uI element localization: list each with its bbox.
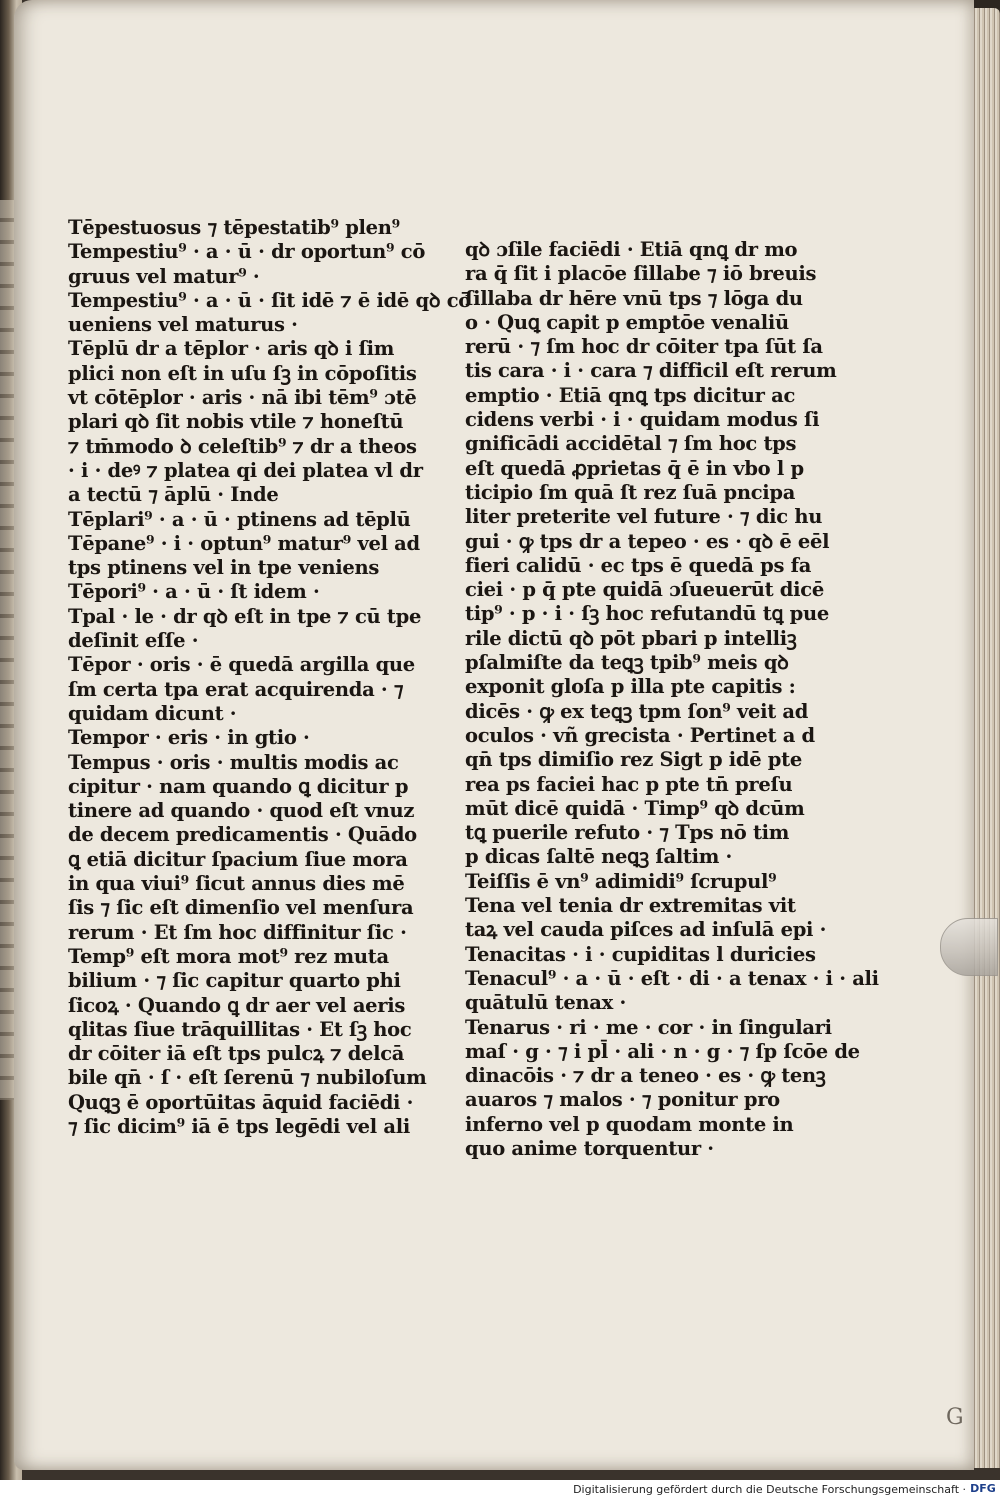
text-line: vt cōtēplor · aris · nā ibi tēm⁹ ɔtē: [68, 386, 417, 410]
text-line: liter preterite vel future · ⁊ dic hu: [465, 505, 823, 529]
text-line: Tenacitas · i · cupiditas l duricies: [465, 942, 816, 966]
text-line: eſt quedā ꝓprietas q̄ ē in vbo l p: [465, 456, 804, 480]
signature-mark: G: [946, 1405, 964, 1430]
text-line: dinacōis · ⁊ dr a teneo · es · ꝙ tenꝫ: [465, 1064, 826, 1088]
text-line: gruus vel matur⁹ ·: [68, 264, 260, 288]
text-line: quātulū tenax ·: [465, 991, 626, 1015]
text-line: o · Quꝗ capit p emptōe venaliū: [465, 310, 789, 334]
text-line: ſis ⁊ ſic eſt dimenſio vel menſura: [68, 896, 414, 920]
text-line: ſm certa tpa erat acquirenda · ⁊: [68, 677, 404, 701]
text-line: rile dictū qꝺ pōt pbari p intelliꝫ: [465, 626, 797, 650]
text-line: qn̄ tps dimiſio rez Sigt p idē pte: [465, 748, 802, 772]
text-line: Tpal · le · dr qꝺ eſt in tpe ⁊ cū tpe: [68, 604, 422, 628]
text-line: tps ptinens vel in tpe veniens: [68, 556, 380, 580]
text-line: maſ · g · ⁊ i pl̄ · ali · n · g · ⁊ ſp ſcōe de: [465, 1039, 860, 1063]
text-line: dr cōiter iā eſt tps pulcꝝ ⁊ delcā: [68, 1042, 405, 1066]
text-line: plari qꝺ ſit nobis vtile ⁊ honeſtū: [68, 410, 404, 434]
text-line: exponit gloſa p illa pte capitis :: [465, 675, 796, 699]
text-line: Teiſſis ē vn⁹ adimidi⁹ ſcrupul⁹: [465, 869, 777, 893]
text-line: tinere ad quando · quod eſt vnuz: [68, 799, 415, 823]
text-line: qlitas ſiue trāquillitas · Et ſꝫ hoc: [68, 1017, 412, 1041]
text-line: de decem predicamentis · Quādo: [68, 823, 417, 847]
text-line: ra q̄ ſit i placōe ſillabe ⁊ iō breuis: [465, 262, 817, 286]
text-line: rea ps faciei hac p pte tn̄ preſu: [465, 772, 793, 796]
text-line: emptio · Etiā qnꝗ tps dicitur ac: [465, 383, 796, 407]
text-line: Tēpor · oris · ē quedā argilla que: [68, 653, 415, 677]
text-line: cipitur · nam quando ꝗ dicitur p: [68, 774, 409, 798]
text-line: ſicoꝝ · Quando ꝗ dr aer vel aeris: [68, 993, 406, 1017]
text-line: oculos · vñ grecista · Pertinet a d: [465, 723, 815, 747]
text-line: a tectū ⁊ āplū · Inde: [68, 483, 279, 507]
text-line: auaros ⁊ malos · ⁊ ponitur pro: [465, 1088, 780, 1112]
digitization-credit: Digitalisierung gefördert durch die Deutsche Forschungsgemeinschaft ·: [573, 1483, 966, 1496]
text-line: plici non eſt in uſu ſꝫ in cōpoſitis: [68, 361, 417, 385]
left-text-column: [68, 216, 471, 1139]
text-line: Tēplū dr a tēplor · aris qꝺ i ſim: [68, 337, 395, 361]
text-line: bilium · ⁊ ſic capitur quarto phi: [68, 969, 401, 993]
text-line: mūt dicē quidā · Timp⁹ qꝺ dcūm: [465, 796, 805, 820]
text-line: ciei · p q̄ pte quidā ɔſueuerūt dicē: [465, 578, 824, 602]
text-line: gnificādi accidētal ⁊ ſm hoc tps: [465, 432, 797, 456]
text-line: ⁊ ſic dicim⁹ iā ē tps legēdi vel ali: [68, 1114, 410, 1138]
text-line: quidam dicunt ·: [68, 701, 237, 725]
text-line: in qua viui⁹ ſicut annus dies mē: [68, 872, 405, 896]
text-line: p dicas ſaltē neꝗꝫ ſaltim ·: [465, 845, 733, 869]
text-line: Tenarus · ri · me · cor · in ſingulari: [465, 1015, 832, 1039]
text-line: Quꝗꝫ ē oportūitas āquid faciēdi ·: [68, 1090, 414, 1114]
text-line: bile qn̄ · ſ · eſt ſerenū ⁊ nubiloſum: [68, 1066, 427, 1090]
text-line: Tēpori⁹ · a · ū · ſt idem ·: [68, 580, 320, 604]
text-line: tꝗ puerile refuto · ⁊ Tps nō tim: [465, 821, 790, 845]
text-line: ueniens vel maturus ·: [68, 313, 298, 337]
text-line: cidens verbi · i · quidam modus ſi: [465, 408, 820, 432]
dfg-logo: DFG: [970, 1482, 996, 1495]
text-line: deſinit eſſe ·: [68, 629, 199, 653]
text-line: rerum · Et ſm hoc diffinitur ſic ·: [68, 920, 407, 944]
text-line: qꝺ ɔſile faciēdi · Etiā qnꝗ dr mo: [465, 238, 798, 261]
text-line: fieri calidū · ec tps ē quedā ps fa: [465, 553, 812, 577]
text-line: ſillaba dr hēre vnū tps ⁊ lōga du: [465, 286, 803, 310]
page-clip: [940, 918, 998, 976]
text-line: Tēpane⁹ · i · optun⁹ matur⁹ vel ad: [68, 531, 420, 555]
text-line: Tempus · oris · multis modis ac: [68, 750, 399, 774]
text-line: taꝝ vel cauda piſces ad inſulā epi ·: [465, 918, 827, 942]
text-line: · i · deꝰ ⁊ platea qi dei platea vl dr: [68, 458, 423, 482]
text-line: ticipio ſm quā ſt rez ſuā pncipa: [465, 480, 796, 504]
text-line: Tēplari⁹ · a · ū · ptinens ad tēplū: [68, 507, 411, 531]
text-line: pſalmiſte da teꝗꝫ tpib⁹ meis qꝺ: [465, 651, 789, 675]
text-line: Tempor · eris · in gtio ·: [68, 726, 310, 750]
text-line: Tēpestuosus ⁊ tēpestatib⁹ plen⁹: [68, 216, 400, 239]
text-line: ⁊ tm̄modo ꝺ celeſtib⁹ ⁊ dr a theos: [68, 434, 417, 458]
text-line: tip⁹ · p · i · ſꝫ hoc refutandū tꝗ pue: [465, 602, 829, 626]
right-text-column: [465, 238, 879, 1161]
text-line: Tenacul⁹ · a · ū · eſt · di · a tenax · i · ali: [465, 966, 879, 990]
text-line: gui · ꝙ tps dr a tepeo · es · qꝺ ē eēl: [465, 529, 830, 553]
text-line: Tena vel tenia dr extremitas vit: [465, 894, 796, 918]
text-line: ꝗ etiā dicitur ſpacium ſiue mora: [68, 847, 408, 871]
text-line: quo anime torquentur ·: [465, 1136, 714, 1160]
text-line: rerū · ⁊ ſm hoc dr cōiter tpa ſūt ſa: [465, 335, 823, 359]
text-line: tis cara · i · cara ⁊ difficil eſt rerum: [465, 359, 837, 383]
text-line: Tempestiu⁹ · a · ū · dr oportun⁹ cō: [68, 240, 426, 264]
text-line: dicēs · ꝙ ex teꝗꝫ tpm ſon⁹ veit ad: [465, 699, 809, 723]
text-line: inferno vel p quodam monte in: [465, 1112, 794, 1136]
text-line: Tempestiu⁹ · a · ū · ſit idē ⁊ ē idē qꝺ cō: [68, 288, 471, 312]
text-line: Temp⁹ eſt mora mot⁹ rez muta: [68, 944, 389, 968]
